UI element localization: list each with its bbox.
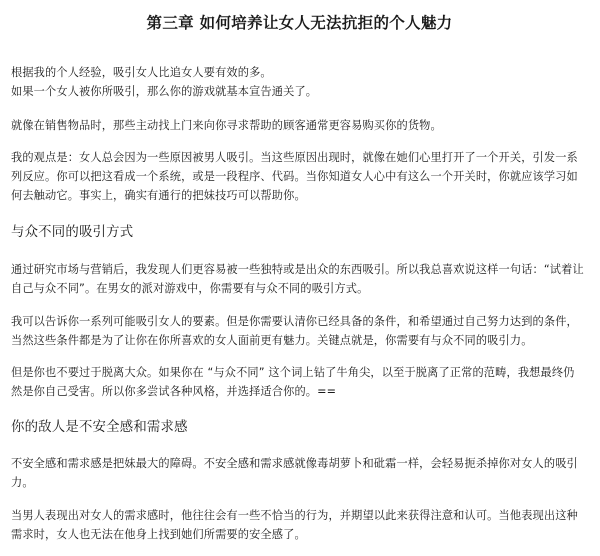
paragraph-intro — [11, 63, 588, 101]
text-line: 列反应。你可以把这看成一个系统，或是一段程序、代码。当你知道女人心中有这么一个开关时，你就应该学习如 — [11, 170, 578, 183]
text-line: 何去触动它。事实上，确实有通行的把妹技巧可以帮助你。 — [11, 189, 306, 202]
text-line: 如果一个女人被你所吸引，那么你的游戏就基本宣告通关了。 — [11, 85, 318, 98]
text-line: 当然这些条件都是为了让你在你所喜欢的女人面前更有魅力。关键点就是，你需要有与众不同的吸引力。 — [11, 334, 533, 347]
paragraph-attraction-factors — [11, 312, 588, 350]
text-line: 根据我的个人经验，吸引女人比追女人要有效的多。 — [11, 66, 272, 79]
text-line: 力。 — [11, 476, 34, 489]
paragraph-insecurity — [11, 454, 588, 492]
text-line: 然是你自己受害。所以你多尝试各种风格，并选择适合你的。== — [11, 385, 337, 398]
text-line: 我可以告诉你一系列可能吸引女人的要素。但是你需要认清你已经具备的条件，和希望通过自己努力达到的条件， — [11, 315, 578, 328]
section-heading-enemy: 你的敌人是不安全感和需求感 — [11, 420, 188, 435]
paragraph-viewpoint — [11, 148, 588, 205]
section-heading-unique-attraction: 与众不同的吸引方式 — [11, 225, 134, 240]
paragraph-market-research — [11, 260, 588, 298]
text-line: 就像在销售物品时，那些主动找上门来向你寻求帮助的顾客通常更容易购买你的货物。 — [11, 119, 442, 132]
paragraph-balance — [11, 363, 588, 401]
text-line: 但是你也不要过于脱离大众。如果你在 “与众不同” 这个词上钻了牛角尖，以至于脱离了正常的范畴，我想最终仍 — [11, 366, 575, 379]
text-line: 需求时，女人也无法在他身上找到她们所需要的安全感了。 — [11, 528, 306, 541]
text-line: 自己与众不同”。在男女的派对游戏中，你需要有与众不同的吸引方式。 — [11, 282, 369, 295]
paragraph-sales-analogy — [11, 116, 588, 135]
paragraph-neediness — [11, 506, 588, 544]
chapter-title: 第三章 如何培养让女人无法抗拒的个人魅力 — [146, 14, 453, 32]
text-line: 我的观点是：女人总会因为一些原因被男人吸引。当这些原因出现时，就像在她们心里打开了一个开关，引发一系 — [11, 151, 578, 164]
text-line: 当男人表现出对女人的需求感时，他往往会有一些不恰当的行为，并期望以此来获得注意和认可。当他表现出这种 — [11, 509, 578, 522]
text-line: 不安全感和需求感是把妹最大的障碍。不安全感和需求感就像毒胡萝卜和砒霜一样，会轻易扼杀掉你对女人的吸引 — [11, 457, 578, 470]
text-line: 通过研究市场与营销后，我发现人们更容易被一些独特或是出众的东西吸引。所以我总喜欢说这样一句话：“试着让 — [11, 263, 584, 276]
